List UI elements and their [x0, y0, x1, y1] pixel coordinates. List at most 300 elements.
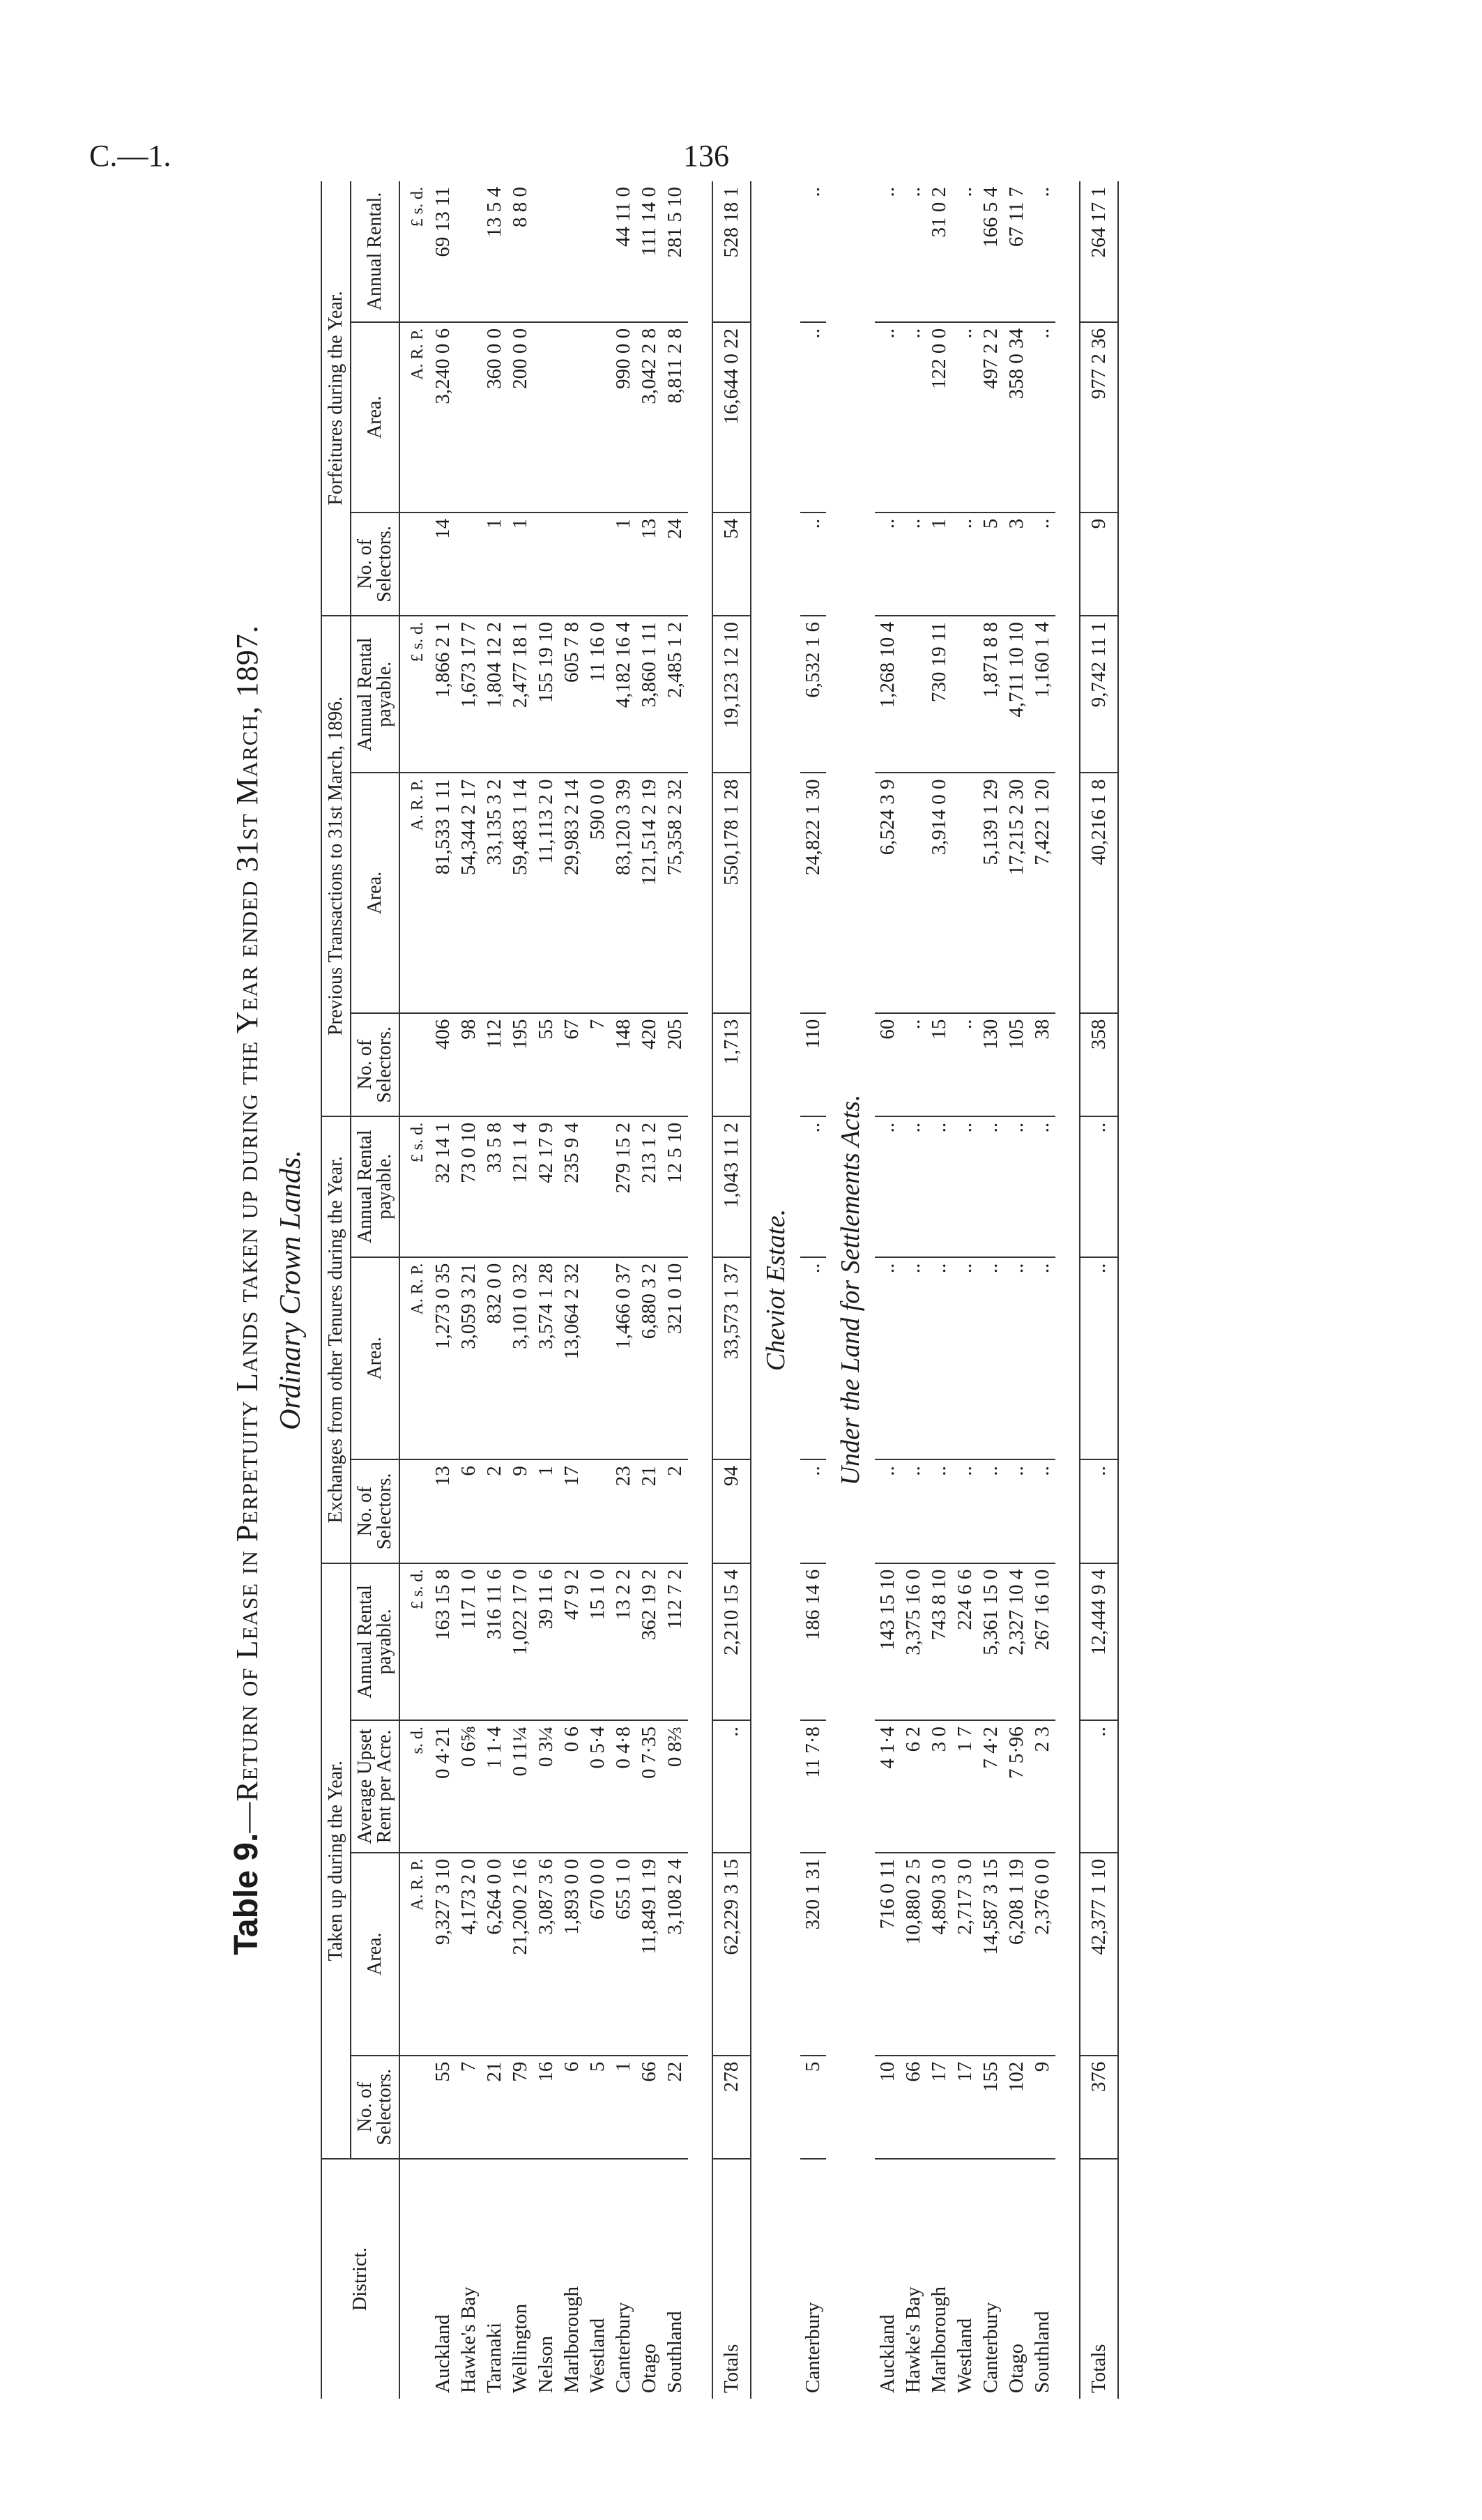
cell-p-area: 550,178 1 28 — [712, 773, 751, 1013]
table-title-text: —Return of Lease in Perpetuity Lands taken up during the Year ended 31st March, 1897. — [230, 625, 264, 1833]
table-row — [901, 181, 926, 2399]
cell-district: Westland — [586, 2318, 609, 2393]
table-row — [800, 181, 826, 2399]
cell-t-area: 4,173 2 0 — [456, 1853, 482, 2056]
table-row — [952, 181, 978, 2399]
cell-e-rent: .. — [978, 1116, 1004, 1257]
cell-f-no: .. — [1030, 513, 1055, 616]
cell-p-no: 130 — [978, 1013, 1004, 1116]
cell-t-area: 14,587 3 15 — [978, 1853, 1004, 2056]
cell-t-upset: 0 6 — [559, 1720, 585, 1853]
cell-p-area: 11,113 2 0 — [533, 773, 559, 1013]
cell-t-no: 376 — [1080, 2056, 1118, 2159]
table-row — [533, 181, 559, 2399]
cell-t-rent: 2,327 10 4 — [1004, 1563, 1030, 1720]
cell-f-area: .. — [800, 322, 826, 513]
cell-t-no: 17 — [952, 2056, 978, 2159]
cell-e-area: 1,273 0 35 — [430, 1257, 456, 1460]
cell-e-rent: .. — [1004, 1116, 1030, 1257]
cell-p-rent: 6,532 1 6 — [800, 616, 826, 773]
cell-e-no: .. — [800, 1459, 826, 1563]
cell-f-rent — [456, 181, 482, 322]
cell-t-upset: 6 2 — [901, 1720, 926, 1853]
cheviot-section-title: Cheviot Estate. — [761, 1208, 790, 1372]
cell-t-area: 11,849 1 19 — [636, 1853, 662, 2056]
cell-e-area: .. — [1030, 1257, 1055, 1460]
cell-f-no — [456, 513, 482, 616]
cell-t-rent: 3,375 16 0 — [901, 1563, 926, 1720]
cell-t-no: 155 — [978, 2056, 1004, 2159]
cell-t-area: 670 0 0 — [585, 1853, 611, 2056]
cell-t-no: 66 — [636, 2056, 662, 2159]
cell-t-no: 16 — [533, 2056, 559, 2159]
cell-t-rent: 12,444 9 4 — [1080, 1563, 1118, 1720]
cell-e-area: 321 0 10 — [662, 1257, 688, 1460]
cell-t-area: 62,229 3 15 — [712, 1853, 751, 2056]
cell-t-upset: 0 11¼ — [507, 1720, 533, 1853]
units-row — [399, 181, 430, 2399]
cell-p-rent: 11 16 0 — [585, 616, 611, 773]
cell-p-rent: 1,804 12 2 — [482, 616, 507, 773]
cell-district: Totals — [1080, 2159, 1118, 2399]
cell-e-rent: 1,043 11 2 — [712, 1116, 751, 1257]
cell-p-area: 17,215 2 30 — [1004, 773, 1030, 1013]
cell-t-area: 21,200 2 16 — [507, 1853, 533, 2056]
cell-t-upset: 11 7·8 — [800, 1720, 826, 1853]
cell-t-rent: 39 11 6 — [533, 1563, 559, 1720]
cell-district: Otago — [638, 2344, 660, 2393]
cell-e-rent: .. — [952, 1116, 978, 1257]
unit-rental: £ s. d. — [399, 616, 430, 773]
subheader-exch-rental: Annual Rental payable. — [351, 1116, 399, 1257]
cell-f-rent: .. — [875, 181, 901, 322]
cell-e-no: .. — [1030, 1459, 1055, 1563]
cell-f-no: 3 — [1004, 513, 1030, 616]
cell-district: Nelson — [535, 2335, 557, 2393]
table-row — [507, 181, 533, 2399]
table-row — [662, 181, 688, 2399]
cell-f-area: 3,240 0 6 — [430, 322, 456, 513]
cell-e-rent: .. — [1030, 1116, 1055, 1257]
cell-e-rent: .. — [926, 1116, 952, 1257]
cell-f-rent: 111 14 0 — [636, 181, 662, 322]
table-row — [611, 181, 636, 2399]
cell-f-area: 360 0 0 — [482, 322, 507, 513]
cell-t-no: 22 — [662, 2056, 688, 2159]
cell-district: Canterbury — [979, 2302, 1002, 2393]
cell-e-rent: .. — [1080, 1116, 1118, 1257]
cell-district: Auckland — [876, 2314, 899, 2393]
table-row — [482, 181, 507, 2399]
cell-e-no: .. — [1080, 1459, 1118, 1563]
cell-p-no: 105 — [1004, 1013, 1030, 1116]
table-row — [636, 181, 662, 2399]
cell-district: Canterbury — [802, 2302, 824, 2393]
cell-f-rent: 528 18 1 — [712, 181, 751, 322]
cell-t-area: 10,880 2 5 — [901, 1853, 926, 2056]
unit-rental: £ s. d. — [399, 1116, 430, 1257]
cell-t-upset: 0 6⅝ — [456, 1720, 482, 1853]
cell-t-upset: .. — [1080, 1720, 1118, 1853]
cell-p-rent — [901, 616, 926, 773]
cell-e-no: .. — [978, 1459, 1004, 1563]
cell-e-area: .. — [978, 1257, 1004, 1460]
cell-e-area: 3,574 1 28 — [533, 1257, 559, 1460]
cell-f-rent: 44 11 0 — [611, 181, 636, 322]
cell-f-rent — [585, 181, 611, 322]
table-row — [430, 181, 456, 2399]
cell-district: Otago — [1005, 2344, 1028, 2393]
cell-f-rent — [559, 181, 585, 322]
cell-f-area — [533, 322, 559, 513]
cell-e-rent: 33 5 8 — [482, 1116, 507, 1257]
cell-e-no: 1 — [533, 1459, 559, 1563]
page-identifier: C.—1. — [89, 139, 171, 173]
cell-e-no: 94 — [712, 1459, 751, 1563]
cell-f-no: 1 — [926, 513, 952, 616]
cell-e-rent: 42 17 9 — [533, 1116, 559, 1257]
cell-f-rent: .. — [1030, 181, 1055, 322]
cell-t-no: 17 — [926, 2056, 952, 2159]
cell-f-area: 200 0 0 — [507, 322, 533, 513]
cell-t-upset: 0 8⅔ — [662, 1720, 688, 1853]
cell-p-area: 59,483 1 14 — [507, 773, 533, 1013]
cell-t-no: 6 — [559, 2056, 585, 2159]
cell-f-area: .. — [875, 322, 901, 513]
subheader-prev-no-selectors: No. of Selectors. — [351, 1013, 399, 1116]
cell-p-area — [901, 773, 926, 1013]
table-row — [1004, 181, 1030, 2399]
cell-t-upset: .. — [712, 1720, 751, 1853]
cell-t-no: 278 — [712, 2056, 751, 2159]
cell-f-area: .. — [1030, 322, 1055, 513]
header-district: District. — [321, 2159, 399, 2399]
cell-p-no: .. — [952, 1013, 978, 1116]
cell-p-no: 98 — [456, 1013, 482, 1116]
cell-p-no: 110 — [800, 1013, 826, 1116]
cell-e-no: .. — [1004, 1459, 1030, 1563]
cell-e-area: 3,101 0 32 — [507, 1257, 533, 1460]
cell-f-area: .. — [901, 322, 926, 513]
cell-p-rent: 2,477 18 1 — [507, 616, 533, 773]
cell-f-no: 54 — [712, 513, 751, 616]
cell-p-rent: 605 7 8 — [559, 616, 585, 773]
header-taken-up: Taken up during the Year. — [321, 1563, 351, 2159]
cell-t-rent: 47 9 2 — [559, 1563, 585, 1720]
cell-district: Southland — [1031, 2311, 1053, 2393]
cell-t-rent: 316 11 6 — [482, 1563, 507, 1720]
cell-e-no: .. — [901, 1459, 926, 1563]
cell-t-upset: 1 1·4 — [482, 1720, 507, 1853]
cell-district: Totals — [712, 2159, 751, 2399]
unit-upset: s. d. — [399, 1720, 430, 1853]
subheader-taken-area: Area. — [351, 1853, 399, 2056]
subheader-taken-rental: Annual Rental payable. — [351, 1563, 399, 1720]
subheader-exch-area: Area. — [351, 1257, 399, 1460]
cell-e-no: 9 — [507, 1459, 533, 1563]
cell-t-no: 5 — [800, 2056, 826, 2159]
cell-f-rent: 13 5 4 — [482, 181, 507, 322]
cell-p-area: 5,139 1 29 — [978, 773, 1004, 1013]
cell-p-no: 38 — [1030, 1013, 1055, 1116]
cell-e-no: 2 — [662, 1459, 688, 1563]
cell-district: Canterbury — [612, 2302, 634, 2393]
cell-p-rent: 1,673 17 7 — [456, 616, 482, 773]
cell-t-upset: 0 4·21 — [430, 1720, 456, 1853]
unit-rental: £ s. d. — [399, 181, 430, 322]
cell-e-rent — [585, 1116, 611, 1257]
cell-district: Southland — [664, 2311, 686, 2393]
cell-p-no: 112 — [482, 1013, 507, 1116]
cell-e-no: .. — [952, 1459, 978, 1563]
cell-t-rent: 15 1 0 — [585, 1563, 611, 1720]
cell-t-rent: 117 1 0 — [456, 1563, 482, 1720]
cell-t-rent: 743 8 10 — [926, 1563, 952, 1720]
cell-p-area: 33,135 3 2 — [482, 773, 507, 1013]
cell-t-upset: 1 7 — [952, 1720, 978, 1853]
cell-f-no: 24 — [662, 513, 688, 616]
cell-f-rent: 67 11 7 — [1004, 181, 1030, 322]
cell-e-area: .. — [1080, 1257, 1118, 1460]
cell-t-area: 655 1 0 — [611, 1853, 636, 2056]
cell-e-rent: .. — [800, 1116, 826, 1257]
cell-p-no: 358 — [1080, 1013, 1118, 1116]
cell-f-rent: .. — [901, 181, 926, 322]
cell-e-area: .. — [1004, 1257, 1030, 1460]
cell-p-rent: 1,160 1 4 — [1030, 616, 1055, 773]
unit-area: A. R. P. — [399, 1853, 430, 2056]
cell-e-no: 21 — [636, 1459, 662, 1563]
cell-f-no: 5 — [978, 513, 1004, 616]
table-row — [926, 181, 952, 2399]
cell-f-area — [585, 322, 611, 513]
totals-row — [712, 181, 751, 2399]
cell-e-rent: 32 14 1 — [430, 1116, 456, 1257]
cell-p-area: 6,524 3 9 — [875, 773, 901, 1013]
cell-e-area: .. — [952, 1257, 978, 1460]
cell-t-no: 7 — [456, 2056, 482, 2159]
cell-t-rent: 186 14 6 — [800, 1563, 826, 1720]
cell-t-area: 42,377 1 10 — [1080, 1853, 1118, 2056]
cell-f-area: 3,042 2 8 — [636, 322, 662, 513]
cell-district: Marlborough — [560, 2286, 583, 2393]
cell-t-no: 66 — [901, 2056, 926, 2159]
cell-f-no: 9 — [1080, 513, 1118, 616]
cell-e-area: 13,064 2 32 — [559, 1257, 585, 1460]
cell-f-no — [559, 513, 585, 616]
cell-t-area: 3,108 2 4 — [662, 1853, 688, 2056]
cell-f-no: .. — [800, 513, 826, 616]
cell-e-no: .. — [875, 1459, 901, 1563]
cell-f-area: 977 2 36 — [1080, 322, 1118, 513]
cell-p-rent: 2,485 1 2 — [662, 616, 688, 773]
cell-district: Taranaki — [483, 2322, 505, 2393]
table-title-number: Table 9. — [228, 1832, 265, 1955]
table-row — [456, 181, 482, 2399]
cell-f-rent: .. — [952, 181, 978, 322]
cell-f-rent: 8 8 0 — [507, 181, 533, 322]
cell-p-rent: 3,860 1 11 — [636, 616, 662, 773]
cell-p-rent: 155 19 10 — [533, 616, 559, 773]
cell-e-rent: 12 5 10 — [662, 1116, 688, 1257]
cell-p-no: 7 — [585, 1013, 611, 1116]
cell-e-rent: 279 15 2 — [611, 1116, 636, 1257]
table-title — [230, 181, 263, 2399]
cell-t-rent: 267 16 10 — [1030, 1563, 1055, 1720]
spacer-row — [688, 181, 712, 2399]
cell-t-upset: 7 5·96 — [1004, 1720, 1030, 1853]
cell-f-no: 1 — [482, 513, 507, 616]
cell-district: Hawke's Bay — [902, 2286, 924, 2393]
cell-t-upset: 0 4·8 — [611, 1720, 636, 1853]
cell-e-area: 832 0 0 — [482, 1257, 507, 1460]
cell-t-upset: 0 3¼ — [533, 1720, 559, 1853]
cell-p-no: 55 — [533, 1013, 559, 1116]
cell-p-rent: 1,268 10 4 — [875, 616, 901, 773]
cell-e-area: .. — [875, 1257, 901, 1460]
header-exchanges: Exchanges from other Tenures during the Year. — [321, 1116, 351, 1563]
cell-p-no: 15 — [926, 1013, 952, 1116]
cell-e-no: 2 — [482, 1459, 507, 1563]
cell-f-no: 1 — [611, 513, 636, 616]
cell-e-no: 6 — [456, 1459, 482, 1563]
header-previous: Previous Transactions to 31st March, 1896. — [321, 616, 351, 1116]
cell-p-area: 3,914 0 0 — [926, 773, 952, 1013]
cell-e-no — [585, 1459, 611, 1563]
cell-f-rent — [533, 181, 559, 322]
cell-p-no: .. — [901, 1013, 926, 1116]
cell-f-no: .. — [901, 513, 926, 616]
cell-f-no: 1 — [507, 513, 533, 616]
totals-row — [1080, 181, 1118, 2399]
cell-p-area: 75,358 2 32 — [662, 773, 688, 1013]
cell-t-no: 102 — [1004, 2056, 1030, 2159]
cell-p-area: 590 0 0 — [585, 773, 611, 1013]
subheader-forf-rental: Annual Rental. — [351, 181, 399, 322]
cell-p-no: 406 — [430, 1013, 456, 1116]
cell-e-rent: .. — [875, 1116, 901, 1257]
cell-t-upset: 0 7·35 — [636, 1720, 662, 1853]
cell-e-area — [585, 1257, 611, 1460]
cell-f-rent: 264 17 1 — [1080, 181, 1118, 322]
table-subtitle: Ordinary Crown Lands. — [275, 1150, 307, 1430]
cell-t-upset: 4 1·4 — [875, 1720, 901, 1853]
page-number: 136 — [683, 139, 729, 173]
cell-p-no: 60 — [875, 1013, 901, 1116]
cell-p-no: 195 — [507, 1013, 533, 1116]
cell-t-no: 10 — [875, 2056, 901, 2159]
cell-p-no: 67 — [559, 1013, 585, 1116]
cell-t-rent: 13 2 2 — [611, 1563, 636, 1720]
cell-f-no: .. — [952, 513, 978, 616]
unit-area: A. R. P. — [399, 322, 430, 513]
cell-t-upset: 7 4·2 — [978, 1720, 1004, 1853]
cell-t-area: 9,327 3 10 — [430, 1853, 456, 2056]
cell-district: Marlborough — [928, 2286, 950, 2393]
cell-t-rent: 163 15 8 — [430, 1563, 456, 1720]
cheviot-section — [751, 181, 800, 2399]
cell-e-area: 6,880 3 2 — [636, 1257, 662, 1460]
cell-p-area: 81,533 1 11 — [430, 773, 456, 1013]
cell-t-rent: 2,210 15 4 — [712, 1563, 751, 1720]
rotated-table-sheet — [230, 181, 1241, 2399]
cell-p-rent: 4,182 16 4 — [611, 616, 636, 773]
cell-t-area: 2,717 3 0 — [952, 1853, 978, 2056]
table-row — [875, 181, 901, 2399]
cell-p-area — [952, 773, 978, 1013]
cell-p-rent: 1,871 8 8 — [978, 616, 1004, 773]
table-row — [1030, 181, 1055, 2399]
cell-district: Auckland — [431, 2314, 454, 2393]
cell-t-no: 55 — [430, 2056, 456, 2159]
cell-e-rent: 213 1 2 — [636, 1116, 662, 1257]
cell-p-rent: 19,123 12 10 — [712, 616, 751, 773]
cell-t-rent: 5,361 15 0 — [978, 1563, 1004, 1720]
subheader-exch-no-selectors: No. of Selectors. — [351, 1459, 399, 1563]
cell-p-no: 1,713 — [712, 1013, 751, 1116]
lease-return-table — [321, 181, 1119, 2399]
cell-f-no — [585, 513, 611, 616]
subheader-forf-no-selectors: No. of Selectors. — [351, 513, 399, 616]
cell-p-rent: 730 19 11 — [926, 616, 952, 773]
cell-e-area: .. — [926, 1257, 952, 1460]
cell-t-no: 79 — [507, 2056, 533, 2159]
cell-p-rent: 9,742 11 1 — [1080, 616, 1118, 773]
table-row — [559, 181, 585, 2399]
table-body — [399, 181, 1118, 2399]
cell-e-area: 33,573 1 37 — [712, 1257, 751, 1460]
spacer-row — [1055, 181, 1080, 2399]
cell-t-upset: 3 0 — [926, 1720, 952, 1853]
unit-area: A. R. P. — [399, 773, 430, 1013]
subheader-taken-upset: Average Upset Rent per Acre. — [351, 1720, 399, 1853]
cell-p-rent: 1,866 2 1 — [430, 616, 456, 773]
cell-e-no: 23 — [611, 1459, 636, 1563]
cell-t-area: 320 1 31 — [800, 1853, 826, 2056]
cell-f-rent: .. — [800, 181, 826, 322]
cell-t-no: 1 — [611, 2056, 636, 2159]
cell-e-rent: .. — [901, 1116, 926, 1257]
cell-p-area: 54,344 2 17 — [456, 773, 482, 1013]
cell-e-rent: 73 0 10 — [456, 1116, 482, 1257]
cell-t-no: 9 — [1030, 2056, 1055, 2159]
cell-p-area: 40,216 1 8 — [1080, 773, 1118, 1013]
cell-p-area: 29,983 2 14 — [559, 773, 585, 1013]
settlements-section-title: Under the Land for Settlements Acts. — [836, 1094, 865, 1486]
cell-p-area: 121,514 2 19 — [636, 773, 662, 1013]
cell-f-area: 122 0 0 — [926, 322, 952, 513]
cell-e-no: .. — [926, 1459, 952, 1563]
cell-t-rent: 224 6 6 — [952, 1563, 978, 1720]
cell-f-area: 358 0 34 — [1004, 322, 1030, 513]
cell-e-rent: 121 1 4 — [507, 1116, 533, 1257]
cell-f-area — [456, 322, 482, 513]
cell-t-area: 4,890 3 0 — [926, 1853, 952, 2056]
cell-p-rent — [952, 616, 978, 773]
cell-t-rent: 362 19 2 — [636, 1563, 662, 1720]
cell-f-rent: 31 0 2 — [926, 181, 952, 322]
cell-t-area: 2,376 0 0 — [1030, 1853, 1055, 2056]
cell-f-no: 14 — [430, 513, 456, 616]
cell-p-area: 7,422 1 20 — [1030, 773, 1055, 1013]
cell-e-rent: 235 9 4 — [559, 1116, 585, 1257]
cell-t-no: 21 — [482, 2056, 507, 2159]
subheader-taken-no-selectors: No. of Selectors. — [351, 2056, 399, 2159]
cell-p-area: 83,120 3 39 — [611, 773, 636, 1013]
cell-f-area: 990 0 0 — [611, 322, 636, 513]
cell-f-area — [559, 322, 585, 513]
cell-e-area: .. — [901, 1257, 926, 1460]
